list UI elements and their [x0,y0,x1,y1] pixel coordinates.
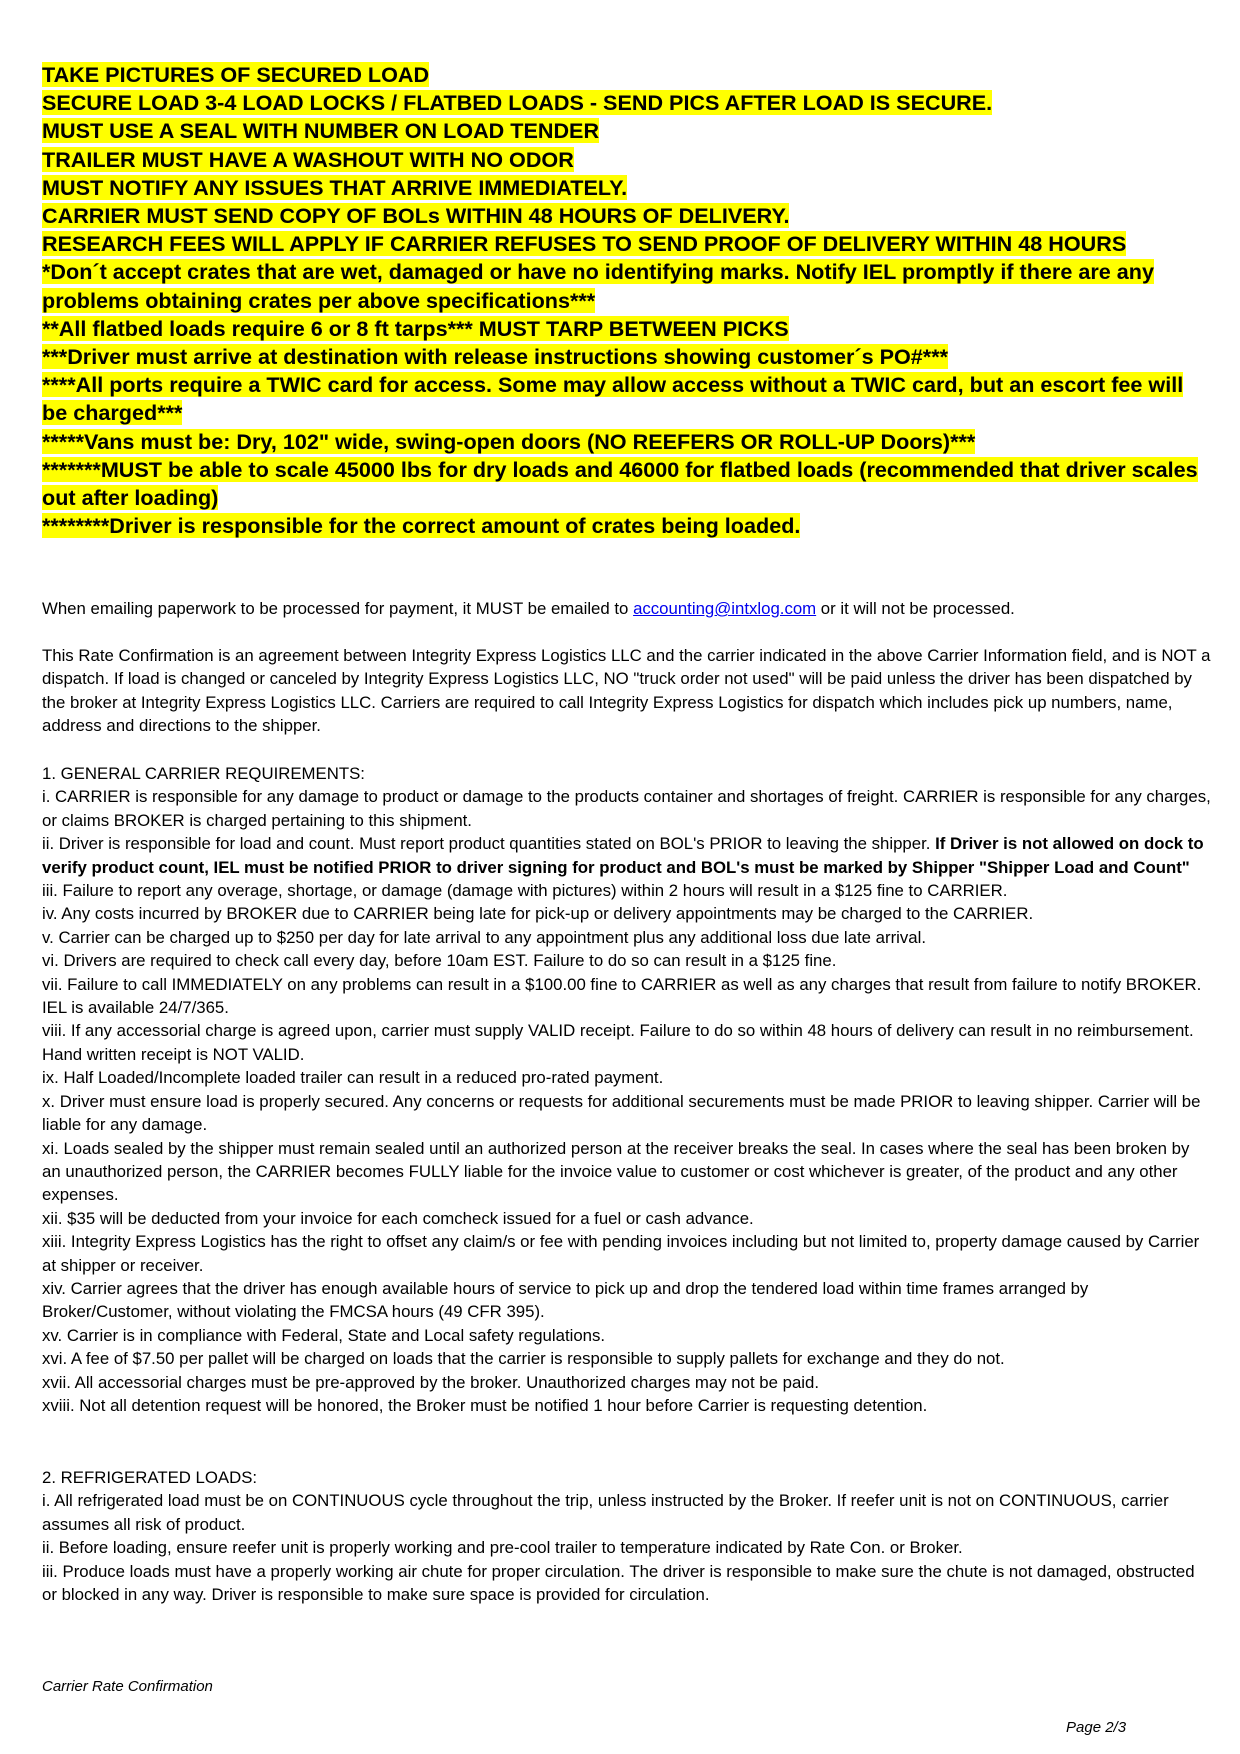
requirement-item: viii. If any accessorial charge is agreed upon, carrier must supply VALID receipt. Failure to do so within 48 hours of delivery can result in no reimbursement. Hand written receipt is NOT VALID. [42,1021,1194,1064]
highlight-line: TRAILER MUST HAVE A WASHOUT WITH NO ODOR [42,146,574,172]
requirement-item: ii. Driver is responsible for load and count. Must report product quantities stated on BOL's PRIOR to leaving the shipper. If Driver is not allowed on dock to verify product count, IEL must be notified PRIOR to driver signing for product and BOL's must be marked by Shipper "Shipper Load and Count" [42,834,1204,877]
general-carrier-requirements [42,762,1212,1417]
highlight-line: ********Driver is responsible for the correct amount of crates being loaded. [42,513,801,539]
highlight-line: *****Vans must be: Dry, 102" wide, swing-open doors (NO REEFERS OR ROLL-UP Doors)*** [42,428,976,454]
agreement-paragraph: This Rate Confirmation is an agreement between Integrity Express Logistics LLC and the carrier indicated in the above Carrier Information field, and is NOT a dispatch. If load is changed or canceled by Integrity Express Logistics LLC, NO "truck order not used" will be paid unless the driver has been dispatched by the broker at Integrity Express Logistics LLC. Carriers are required to call Integrity Express Logistics for dispatch which includes pick up numbers, name, address and directions to the shipper. [42,646,1211,736]
requirement-item: ii. Before loading, ensure reefer unit is properly working and pre-cool trailer to temperature indicated by Rate Con. or Broker. [42,1538,963,1558]
section-heading: 2. REFRIGERATED LOADS: [42,1468,258,1487]
highlight-line: MUST USE A SEAL WITH NUMBER ON LOAD TENDER [42,118,600,144]
footer-doc-title: Carrier Rate Confirmation [42,1678,213,1695]
highlight-line: TAKE PICTURES OF SECURED LOAD [42,62,430,87]
requirement-item: xvii. All accessorial charges must be pre-approved by the broker. Unauthorized charges may not be paid. [42,1372,820,1392]
requirement-item: xiv. Carrier agrees that the driver has enough available hours of service to pick up and drop the tendered load within time frames arranged by Broker/Customer, without violating the FMCSA hours (49 CFR 395). [42,1278,1089,1322]
requirement-item: i. All refrigerated load must be on CONTINUOUS cycle throughout the trip, unless instructed by the Broker. If reefer unit is not on CONTINUOUS, carrier assumes all risk of product. [42,1491,1169,1534]
highlight-line: SECURE LOAD 3-4 LOAD LOCKS / FLATBED LOADS - SEND PICS AFTER LOAD IS SECURE. [42,90,993,116]
requirement-item: vi. Drivers are required to check call every day, before 10am EST. Failure to do so can result in a $125 fine. [42,951,837,971]
highlight-line: ****All ports require a TWIC card for access. Some may allow access without a TWIC card, but an escort fee will be charged*** [42,372,1184,426]
highlight-line: *Don´t accept crates that are wet, damaged or have no identifying marks. Notify IEL promptly if there are any problems obtaining crates per above specifications*** [42,259,1154,313]
highlight-line: MUST NOTIFY ANY ISSUES THAT ARRIVE IMMEDIATELY. [42,174,628,200]
highlight-line: **All flatbed loads require 6 or 8 ft tarps*** MUST TARP BETWEEN PICKS [42,315,789,341]
requirement-item: xi. Loads sealed by the shipper must remain sealed until an authorized person at the receiver breaks the seal. In cases where the seal has been broken by an unauthorized person, the CARRIER becomes FULLY liable for the invoice value to customer or cost whichever is greater, of the product and any other expenses. [42,1138,1190,1205]
requirement-item: x. Driver must ensure load is properly secured. Any concerns or requests for additional securements must be made PRIOR to leaving shipper. Carrier will be liable for any damage. [42,1091,1201,1135]
refrigerated-loads [42,1466,1212,1606]
requirement-item: vii. Failure to call IMMEDIATELY on any problems can result in a $100.00 fine to CARRIER as well as any charges that result from failure to notify BROKER. IEL is available 24/7/365. [42,974,1202,1018]
accounting-email-link[interactable]: accounting@intxlog.com [633,599,817,618]
payment-email-notice: When emailing paperwork to be processed for payment, it MUST be emailed to accounting@intxlog.com or it will not be processed. [42,599,1015,618]
requirement-item: xviii. Not all detention request will be honored, the Broker must be notified 1 hour before Carrier is requesting detention. [42,1395,928,1415]
requirement-item: v. Carrier can be charged up to $250 per day for late arrival to any appointment plus any additional loss due late arrival. [42,927,927,947]
requirement-item: xvi. A fee of $7.50 per pallet will be charged on loads that the carrier is responsible to supply pallets for exchange and they do not. [42,1349,1005,1369]
section-heading: 1. GENERAL CARRIER REQUIREMENTS: [42,764,365,783]
requirement-item: xv. Carrier is in compliance with Federal, State and Local safety regulations. [42,1325,606,1345]
requirement-item: xii. $35 will be deducted from your invoice for each comcheck issued for a fuel or cash advance. [42,1208,754,1228]
footer-page-number: Page 2/3 [1066,1719,1127,1736]
highlight-line: CARRIER MUST SEND COPY OF BOLs WITHIN 48 HOURS OF DELIVERY. [42,203,790,229]
highlight-line: *******MUST be able to scale 45000 lbs for dry loads and 46000 for flatbed loads (recommended that driver scales out after loading) [42,456,1198,511]
highlight-line: ***Driver must arrive at destination with release instructions showing customer´s PO#*** [42,344,949,370]
highlighted-requirements [42,61,1212,540]
requirement-item: xiii. Integrity Express Logistics has the right to offset any claim/s or fee with pending invoices including but not limited to, property damage caused by Carrier at shipper or receiver. [42,1232,1200,1275]
requirement-item: iii. Produce loads must have a properly working air chute for proper circulation. The driver is responsible to make sure the chute is not damaged, obstructed or blocked in any way. Driver is responsible to make sure space is provided for circulation. [42,1561,1195,1605]
highlight-line: RESEARCH FEES WILL APPLY IF CARRIER REFUSES TO SEND PROOF OF DELIVERY WITHIN 48 HOURS [42,231,1127,257]
requirement-item: ix. Half Loaded/Incomplete loaded trailer can result in a reduced pro-rated payment. [42,1068,664,1088]
requirement-item: iii. Failure to report any overage, shortage, or damage (damage with pictures) within 2 hours will result in a $125 fine to CARRIER. [42,881,1008,901]
requirement-item: iv. Any costs incurred by BROKER due to CARRIER being late for pick-up or delivery appointments may be charged to the CARRIER. [42,904,1034,924]
requirement-item: i. CARRIER is responsible for any damage to product or damage to the products container and shortages of freight. CARRIER is responsible for any charges, or claims BROKER is charged pertaining to this shipment. [42,787,1211,830]
